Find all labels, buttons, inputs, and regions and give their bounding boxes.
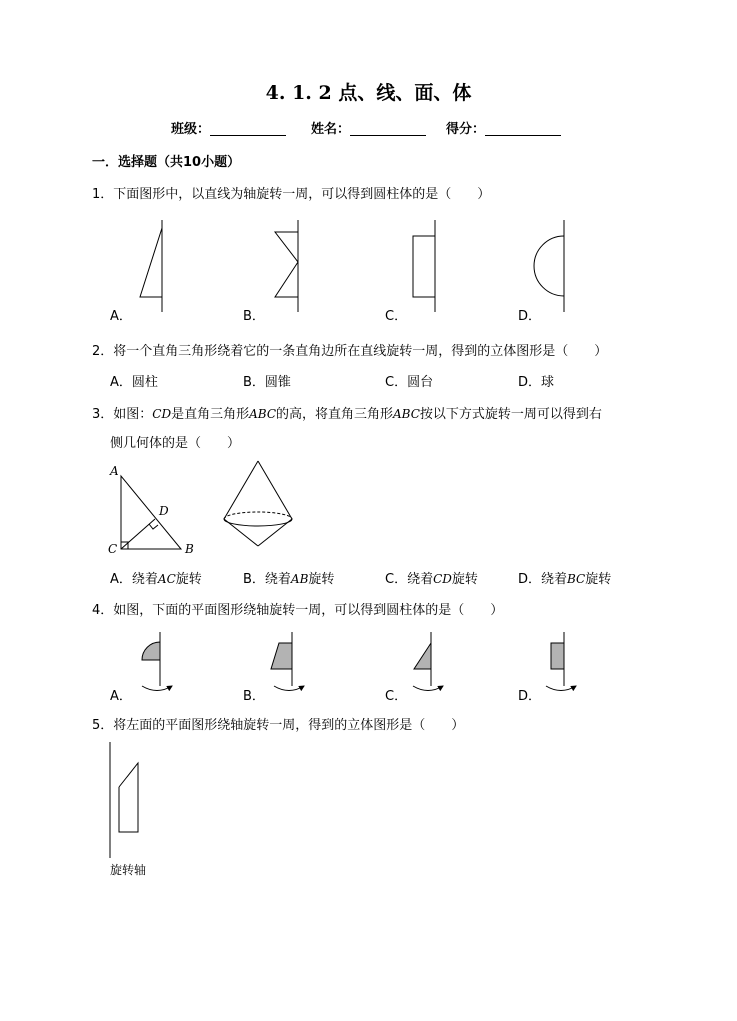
q5-stem: 5．将左面的平面图形绕轴旋转一周，得到的立体图形是（ ）	[92, 718, 465, 733]
q2-stem: 2．将一个直角三角形绕着它的一条直角边所在直线旋转一周，得到的立体图形是（ ）	[92, 344, 608, 359]
q2-option-c[interactable]: C．圆台	[385, 375, 434, 390]
q5-axis-label: 旋转轴	[110, 863, 147, 877]
q3-stem-line2: 侧几何体的是（ ）	[110, 436, 241, 451]
q3-stem-abc1: ABC	[249, 407, 276, 421]
q1-option-a[interactable]: A．	[110, 309, 132, 324]
q2-option-b[interactable]: B．圆锥	[243, 375, 291, 390]
q3-stem-part1: 3．如图：	[92, 407, 153, 422]
q1-option-c[interactable]: C．	[385, 309, 408, 324]
q2-option-d[interactable]: D．球	[518, 375, 555, 390]
q3-stem-part4: 按以下方式旋转一周可以得到右	[419, 407, 602, 422]
q3-label-b: B	[185, 542, 194, 556]
q3-label-a: A	[110, 464, 119, 478]
q3-stem-cd: CD	[152, 407, 172, 421]
q3-option-c-post: 旋转	[451, 572, 478, 587]
q3-label-c: C	[108, 542, 118, 556]
q2-option-a[interactable]: A．圆柱	[110, 375, 158, 390]
q4-stem: 4．如图，下面的平面图形绕轴旋转一周，可以得到圆柱体的是（ ）	[92, 603, 504, 618]
q3-stem-abc2: ABC	[393, 407, 420, 421]
q3-option-b-pre: B．绕着	[243, 572, 291, 587]
q1-option-d[interactable]: D．	[518, 309, 542, 324]
q1-option-b[interactable]: B．	[243, 309, 265, 324]
q3-option-d-pre: D．绕着	[518, 572, 568, 587]
class-label: 班级：	[171, 122, 211, 137]
q3-stem-part2: 是直角三角形	[171, 407, 250, 422]
q4-option-c[interactable]: C．	[385, 689, 408, 704]
q3-label-d: D	[159, 504, 169, 518]
q4-option-d[interactable]: D．	[518, 689, 542, 704]
q1-stem: 1．下面图形中，以直线为轴旋转一周，可以得到圆柱体的是（ ）	[92, 187, 491, 202]
name-label: 姓名：	[311, 122, 351, 137]
q4-option-b[interactable]: B．	[243, 689, 265, 704]
q3-option-c-pre: C．绕着	[385, 572, 434, 587]
q3-option-a-post: 旋转	[175, 572, 202, 587]
q3-option-a-seg: AC	[157, 572, 176, 586]
q3-option-a-pre: A．绕着	[110, 572, 158, 587]
q3-option-d-post: 旋转	[585, 572, 612, 587]
q3-option-d-seg: BC	[567, 572, 586, 586]
q3-stem-part3: 的高，将直角三角形	[276, 407, 394, 422]
q3-option-b-seg: AB	[290, 572, 309, 586]
page-title: 4. 1. 2 点、线、面、体	[265, 82, 472, 104]
score-label: 得分：	[446, 122, 486, 137]
q3-option-b-post: 旋转	[308, 572, 335, 587]
q3-option-c-seg: CD	[433, 572, 452, 586]
q4-option-a[interactable]: A．	[110, 689, 132, 704]
section-title: 一．选择题（共10小题）	[92, 155, 241, 170]
